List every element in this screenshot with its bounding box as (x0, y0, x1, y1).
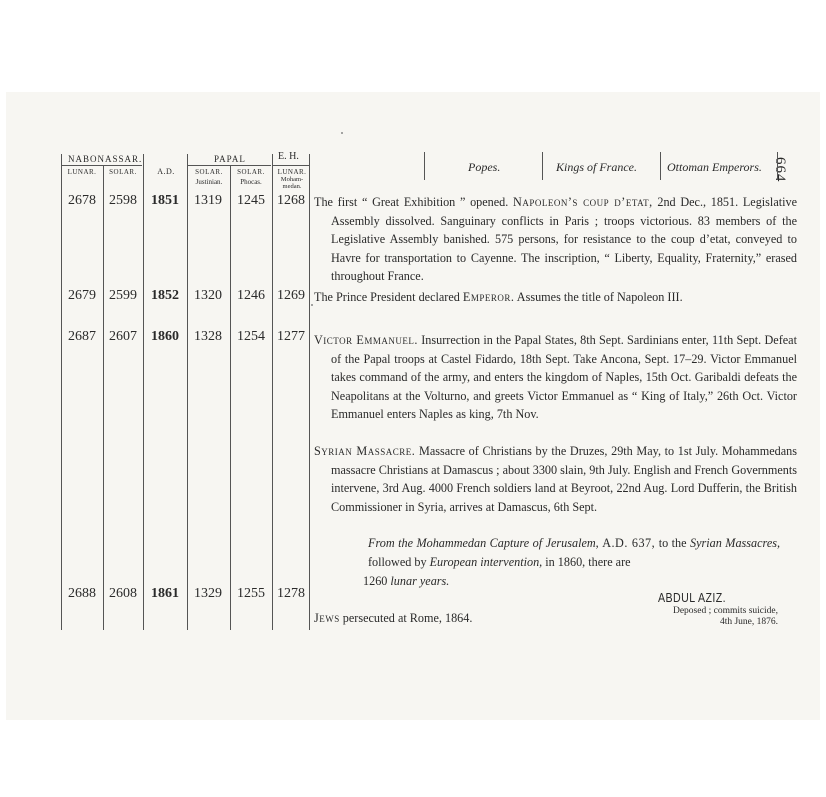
eh-lunar-header: LUNAR. (277, 168, 307, 176)
row-1861-moham: 1278 (277, 586, 305, 601)
header-rule-b (542, 152, 543, 180)
rule-5 (230, 166, 231, 630)
mohammedan-capture-note: From the Mohammedan Capture of Jerusalem, A.D. 637, to the Syrian Massacres, followed by European intervention, in 1860, there are (368, 536, 781, 569)
rule-2 (103, 166, 104, 630)
header-rule-c (660, 152, 661, 180)
nabonassar-lunar-header: LUNAR. (67, 168, 97, 176)
abdul-aziz-heading: ABDUL AZIZ. (658, 591, 727, 605)
rule-3 (143, 154, 144, 630)
kings-header: Kings of France. (556, 160, 637, 174)
row-1851-lunar: 2678 (68, 193, 96, 208)
header-rule-d (777, 152, 778, 180)
event-1851: The first “ Great Exhibition ” opened. Napoleon’s coup d’etat, 2nd Dec., 1851. Legislative Assembly dissolved. Sanguinary conflicts in Paris ; troops victorious. 83 members of the Legislative Assembly banished. 575 persons, for resistance to the coup d’etat, conveyed to Havre for transportation to Cayenne. The inscription, “ Liberty, Equality, Fraternity,” erased throughout France. (314, 195, 797, 283)
page-speck-2 (311, 304, 313, 306)
row-1860-lunar: 2687 (68, 329, 96, 344)
phocas-header: Phocas. (240, 178, 262, 186)
papal-solar-justinian-header: SOLAR. (195, 168, 223, 176)
row-1861-solar: 2608 (109, 586, 137, 601)
ad-header: A.D. (157, 167, 175, 176)
row-1860-ad: 1860 (151, 329, 179, 344)
row-1861-justinian: 1329 (194, 586, 222, 601)
event-jews-persecuted: Jews persecuted at Rome, 1864. (314, 611, 473, 625)
abdul-aziz-note: Deposed ; commits suicide, 4th June, 1876. (672, 606, 778, 627)
nabonassar-solar-header: SOLAR. (109, 168, 137, 176)
row-1861-ad: 1861 (151, 586, 179, 601)
papal-header: PAPAL (214, 154, 246, 164)
row-1852-moham: 1269 (277, 288, 305, 303)
row-1851-justinian: 1319 (194, 193, 222, 208)
row-1860-solar: 2607 (109, 329, 137, 344)
victor-emmanuel-label: Victor Emmanuel. (314, 333, 418, 347)
page-speck-1 (341, 132, 343, 134)
row-1851-solar: 2598 (109, 193, 137, 208)
syrian-massacre-label: Syrian Massacre. (314, 444, 416, 458)
page-number: 664 (772, 157, 788, 183)
coup-d-etat-label: Napoleon’s coup d’etat, (513, 195, 653, 209)
event-1852: The Prince President declared Emperor. Assumes the title of Napoleon III. (314, 290, 683, 304)
emperor-label: Emperor. (462, 290, 515, 304)
rule-7 (309, 154, 310, 630)
row-1852-phocas: 1246 (237, 288, 265, 303)
row-1861-phocas: 1255 (237, 586, 265, 601)
papal-solar-phocas-header: SOLAR. (237, 168, 265, 176)
row-1861-lunar: 2688 (68, 586, 96, 601)
row-1852-justinian: 1320 (194, 288, 222, 303)
row-1852-ad: 1852 (151, 288, 179, 303)
jews-label: Jews (314, 611, 340, 625)
row-1851-phocas: 1245 (237, 193, 265, 208)
event-1860-victor-emmanuel: Victor Emmanuel. Insurrection in the Papal States, 8th Sept. Sardinians enter, 11th Sept. Defeat of the Papal troops at Castel Fidardo, 18th Sept. Take Ancona, Sept. 17–29. Victor Emmanuel takes command of the army, and enters the kingdom of Naples, 15th Oct. Garibaldi defeats the Neapolitans at the Volturno, and greets Victor Emmanuel as “ King of Italy,” 26th Oct. Victor Emmanuel enters Naples as king, 7th Nov. (314, 333, 797, 421)
row-1852-lunar: 2679 (68, 288, 96, 303)
rule-6 (272, 154, 273, 630)
eh-rule (273, 165, 310, 166)
header-rule-a (424, 152, 425, 180)
row-1860-phocas: 1254 (237, 329, 265, 344)
lunar-years-note: 1260 lunar years. (363, 574, 450, 588)
rule-4 (187, 154, 188, 630)
row-1860-moham: 1277 (277, 329, 305, 344)
justinian-header: Justinian. (195, 178, 223, 186)
book-page (6, 92, 820, 720)
event-1860-syrian-massacre: Syrian Massacre. Massacre of Christians by the Druzes, 29th May, to 1st July. Mohammedans massacre Christians at Damascus ; about 3300 slain, 9th July. English and French Governments intervene, 3rd Aug. 4000 French soldiers land at Beyroot, 22nd Aug. Lord Dufferin, the British Commissioner in Syria, arrives at Damascus, 6th Sept. (314, 444, 797, 514)
eh-header: E. H. (278, 151, 299, 162)
row-1860-justinian: 1328 (194, 329, 222, 344)
popes-header: Popes. (468, 160, 501, 174)
ottoman-header: Ottoman Emperors. (667, 160, 762, 174)
nabonassar-rule (62, 165, 142, 166)
nabonassar-header: NABONASSAR. (68, 154, 143, 164)
mohammedan-header: Moham-medan. (280, 176, 304, 190)
row-1851-ad: 1851 (151, 193, 179, 208)
rule-1 (61, 154, 62, 630)
row-1852-solar: 2599 (109, 288, 137, 303)
row-1851-moham: 1268 (277, 193, 305, 208)
